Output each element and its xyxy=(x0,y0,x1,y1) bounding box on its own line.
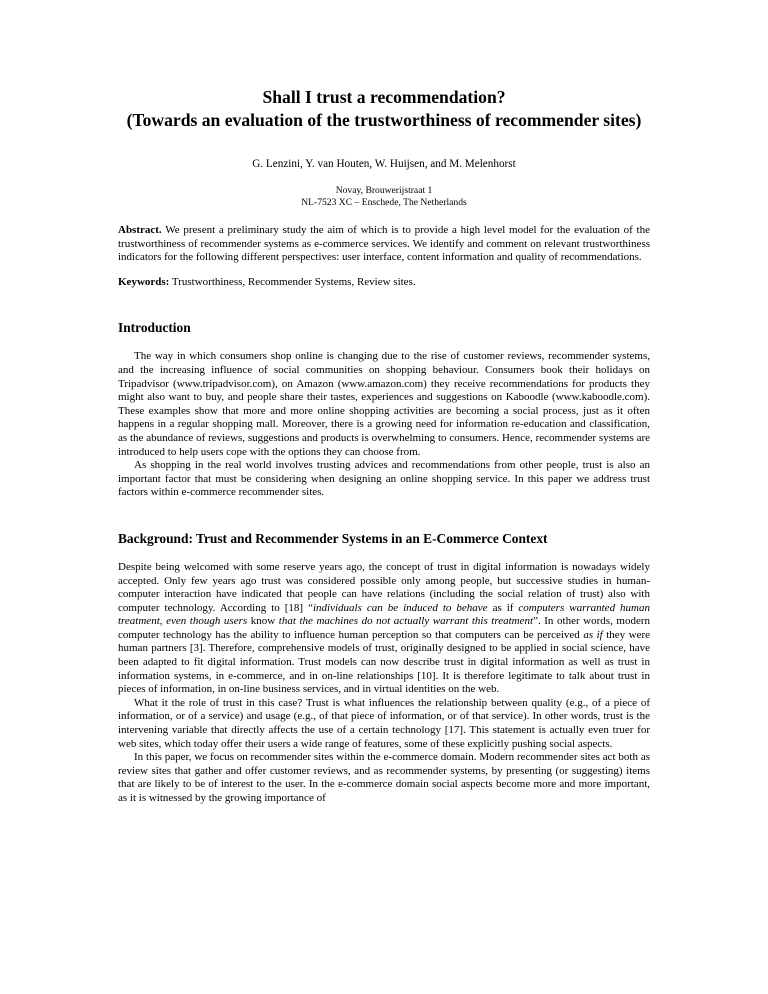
section-heading-introduction: Introduction xyxy=(118,320,191,336)
affiliation-line-2: NL-7523 XC – Enschede, The Netherlands xyxy=(301,197,467,208)
italic-run: as if xyxy=(583,628,603,641)
text-run: know xyxy=(247,615,279,628)
author-list: G. Lenzini, Y. van Houten, W. Huijsen, and M. Melenhorst xyxy=(252,158,516,170)
title-line-2: (Towards an evaluation of the trustworthiness of recommender sites) xyxy=(126,110,642,130)
background-paragraph-2: What it the role of trust in this case? Trust is what influences the relationship between quality (e.g., of a piece of information, or of a service) and usage (e.g., of that piece of information, or of that service). In other words, trust is the intervening variable that directly affects the use of a certain technology [17]. This statement is actually even truer for web sites, which today offer their users a wide range of features, some of these explicitly pushing social aspects. xyxy=(118,696,650,750)
italic-run: individuals can be induced to behave xyxy=(312,601,488,614)
introduction-paragraph-1: The way in which consumers shop online is changing due to the rise of customer reviews, recommender systems, and the increasing influence of social communities on shopping behaviour. Consumers book their holidays on Tripadvisor (www.tripadvisor.com), on Amazon (www.amazon.com) they receive recommendations for products they might also want to buy, and people share their tastes, experiences and suggestions on Kaboodle (www.kaboodle.com). These examples show that more and more online shopping activities are becoming a social process, just as it often happens in a regular shopping mall. Moreover, there is a growing need for information re-education and classification, as the abundance of reviews, suggestions and products is overwhelming to consumers. Hence, recommender systems are introduced to help users cope with the options they can choose from. xyxy=(118,350,650,458)
paper-title xyxy=(118,86,650,132)
keywords-text: Trustworthiness, Recommender Systems, Review sites. xyxy=(169,275,416,288)
abstract xyxy=(118,224,650,265)
affiliation-line-1: Novay, Brouwerijstraat 1 xyxy=(335,185,433,196)
text-run: ”. In other words, modern computer technology has the ability to influence human perception so that computers can be perceived xyxy=(118,615,651,641)
abstract-label: Abstract. xyxy=(118,224,162,236)
keywords-label: Keywords: xyxy=(118,275,170,288)
text-run: they were human partners [3]. Therefore, comprehensive models of trust, originally designed to be applied in social science, have been adapted to fit digital information. Trust models can now describe trust in digital information as well as trust in information systems, in e-commerce, and in on-line relationships [10]. It is therefore legitimate to talk about trust in pieces of information, in on-line business services, and in virtual identities on the web. xyxy=(118,628,650,696)
italic-run: that the machines do not actually warrant this treatment xyxy=(278,615,534,628)
background-paragraph-3: In this paper, we focus on recommender sites within the e-commerce domain. Modern recommender sites act both as review sites that gather and offer customer reviews, and as recommender systems, by presenting (or suggesting) items that are likely to be of interest to the user. In the e-commerce domain social aspects become more and more important, as it is witnessed by the growing importance of xyxy=(118,751,650,804)
abstract-text: We present a preliminary study the aim of which is to provide a high level model for the evaluation of the trustworthiness of recommender systems as e-commerce services. We identify and comment on relevant trustworthiness indicators for the following different perspectives: user interface, content information and quality of recommendations. xyxy=(118,224,650,264)
section-heading-background: Background: Trust and Recommender Systems in an E-Commerce Context xyxy=(118,530,548,546)
italic-run: computers warranted human treatment, even though users xyxy=(118,601,650,628)
keywords xyxy=(118,276,650,290)
title-line-1: Shall I trust a recommendation? xyxy=(262,87,506,107)
affiliation xyxy=(118,185,650,209)
text-run: Despite being welcomed with some reserve years ago, the concept of trust in digital information is nowadays widely accepted. Only few years ago trust was considered possible only among people, but successive studies in human-computer interaction have indicated that people can have relations (including the social relation of trust) also with computer technology. According to [18] “ xyxy=(118,560,650,614)
text-run: as if xyxy=(487,601,519,614)
introduction-paragraph-2: As shopping in the real world involves trusting advices and recommendations from other people, trust is also an important factor that must be considering when designing an online shopping service. In this paper we address trust factors within e-commerce recommender sites. xyxy=(118,459,650,499)
background-paragraph-1 xyxy=(118,561,650,697)
